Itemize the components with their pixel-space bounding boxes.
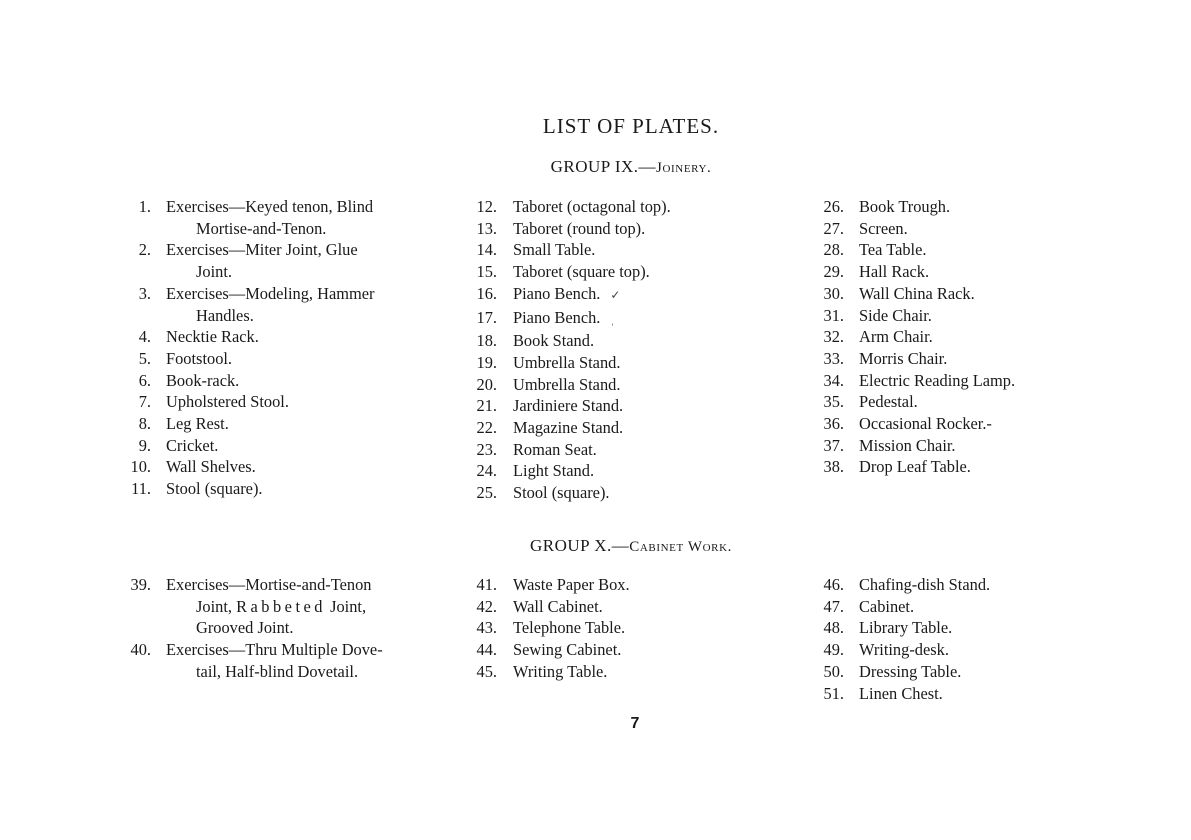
item-text-line: tail, Half-blind Dovetail. [196, 661, 359, 681]
item-text-line: Joint. [196, 262, 232, 282]
item-text: Hall Rack. [859, 262, 930, 282]
list-item [806, 391, 1086, 413]
item-text: Cricket. [166, 435, 219, 455]
item-text-fragment: Rabbeted [236, 596, 326, 616]
item-number: 16. [476, 283, 497, 303]
group-heading-subtitle: Cabinet Work. [629, 539, 733, 555]
item-text [166, 239, 438, 282]
item-text [166, 639, 438, 682]
item-number: 34. [823, 370, 844, 390]
list-item [459, 330, 749, 352]
list-item [806, 574, 1086, 596]
pencil-tick-icon: ˌ [610, 311, 615, 326]
item-text: Jardiniere Stand. [513, 396, 624, 416]
item-number: 49. [823, 640, 844, 660]
item-number: 13. [476, 218, 497, 238]
item-number: 32. [823, 327, 844, 347]
item-text: Occasional Rocker.- [859, 414, 992, 434]
list-item [459, 374, 749, 396]
list-item [806, 196, 1086, 218]
list-item [806, 661, 1086, 683]
list-item [459, 239, 749, 261]
item-text: Necktie Rack. [166, 327, 259, 347]
item-text: Taboret (octagonal top). [513, 197, 671, 216]
item-number: 44. [476, 640, 497, 660]
item-number: 22. [476, 418, 497, 438]
list-item [806, 456, 1086, 478]
item-text: Tea Table. [859, 240, 927, 260]
item-number: 36. [823, 414, 844, 434]
item-text-fragment: Joint, [325, 596, 367, 616]
item-text-line: Grooved Joint. [196, 618, 294, 638]
item-number: 3. [138, 283, 151, 303]
joinery-column-1 [117, 196, 438, 500]
item-number: 6. [138, 370, 151, 390]
item-text: Book-rack. [166, 370, 240, 390]
list-item [117, 239, 438, 282]
item-number: 27. [823, 218, 844, 238]
item-text: Arm Chair. [859, 327, 933, 347]
item-number: 41. [476, 575, 497, 594]
item-number: 15. [476, 262, 497, 282]
item-number: 39. [130, 575, 151, 594]
item-number: 14. [476, 240, 497, 260]
group-heading-label: GROUP X.— [529, 536, 630, 555]
item-text [513, 307, 749, 331]
item-number: 28. [823, 240, 844, 260]
list-item [459, 196, 749, 218]
item-text: Magazine Stand. [513, 418, 624, 438]
list-item [806, 348, 1086, 370]
item-text: Book Stand. [513, 331, 595, 351]
item-text: Morris Chair. [859, 348, 948, 368]
item-text: Screen. [859, 218, 908, 238]
list-item [459, 395, 749, 417]
item-number: 17. [476, 307, 497, 327]
list-item [117, 639, 438, 682]
list-item [806, 239, 1086, 261]
item-text: Roman Seat. [513, 439, 597, 459]
item-number: 42. [476, 596, 497, 616]
item-number: 23. [476, 439, 497, 459]
item-text: Drop Leaf Table. [859, 457, 971, 477]
item-text: Umbrella Stand. [513, 374, 621, 394]
item-number: 46. [823, 575, 844, 594]
item-number: 25. [476, 483, 497, 503]
item-number: 51. [823, 683, 844, 703]
item-text: Side Chair. [859, 305, 932, 325]
group-heading-label: GROUP IX.— [550, 157, 657, 176]
item-text: Upholstered Stool. [166, 392, 289, 412]
item-number: 9. [138, 435, 151, 455]
joinery-column-2 [459, 196, 749, 504]
cabinet-column-1 [117, 574, 438, 683]
list-item [806, 596, 1086, 618]
list-item [806, 617, 1086, 639]
item-number: 43. [476, 618, 497, 638]
list-item [806, 370, 1086, 392]
item-number: 4. [138, 327, 151, 347]
list-item [459, 439, 749, 461]
item-number: 24. [476, 461, 497, 481]
list-item [117, 435, 438, 457]
list-item [117, 283, 438, 326]
list-item [806, 283, 1086, 305]
item-number: 26. [823, 197, 844, 216]
item-number: 33. [823, 348, 844, 368]
list-item [459, 482, 749, 504]
item-number: 18. [476, 331, 497, 351]
list-item [459, 661, 749, 683]
list-item [806, 413, 1086, 435]
group-heading-subtitle: Joinery. [656, 160, 712, 176]
item-text: Writing-desk. [859, 640, 949, 660]
list-item [117, 478, 438, 500]
item-text-line [166, 596, 438, 618]
item-number: 10. [130, 457, 151, 477]
group-heading-cabinet-work [0, 536, 1191, 556]
list-item [117, 391, 438, 413]
joinery-column-3 [806, 196, 1086, 478]
item-text: Linen Chest. [859, 683, 943, 703]
list-item [459, 352, 749, 374]
item-text-line: Exercises—Thru Multiple Dove- [166, 640, 383, 660]
item-text: Sewing Cabinet. [513, 640, 622, 660]
item-number: 48. [823, 618, 844, 638]
item-number: 7. [138, 392, 151, 412]
list-item [806, 326, 1086, 348]
item-number: 11. [131, 479, 151, 499]
item-number: 20. [476, 374, 497, 394]
item-text-line: Mortise-and-Tenon. [196, 218, 327, 238]
list-item [806, 435, 1086, 457]
item-text: Cabinet. [859, 596, 915, 616]
item-text: Wall Shelves. [166, 457, 256, 477]
item-number: 31. [823, 305, 844, 325]
item-text-line: Exercises—Keyed tenon, Blind [166, 197, 374, 216]
item-number: 35. [823, 392, 844, 412]
item-number: 19. [476, 352, 497, 372]
list-item [117, 574, 438, 639]
item-text: Dressing Table. [859, 661, 962, 681]
item-number: 40. [130, 640, 151, 660]
list-item [117, 413, 438, 435]
item-text: Waste Paper Box. [513, 575, 630, 594]
list-item [117, 456, 438, 478]
list-item [459, 218, 749, 240]
item-text-label: Piano Bench. [513, 283, 601, 303]
cabinet-column-2 [459, 574, 749, 683]
item-number: 21. [476, 396, 497, 416]
list-item [459, 617, 749, 639]
cabinet-column-3 [806, 574, 1086, 704]
item-text-line: Exercises—Miter Joint, Glue [166, 240, 358, 260]
item-number: 1. [138, 197, 151, 216]
page-title: LIST OF PLATES. [542, 114, 720, 138]
item-text-line: Exercises—Mortise-and-Tenon [166, 575, 372, 594]
item-text: Leg Rest. [166, 414, 229, 434]
item-text-line: Handles. [196, 305, 254, 325]
item-text-label: Piano Bench. [513, 307, 601, 327]
list-item [459, 283, 749, 307]
item-number: 5. [138, 348, 151, 368]
item-text: Wall China Rack. [859, 283, 975, 303]
item-text: Electric Reading Lamp. [859, 370, 1016, 390]
list-item [117, 196, 438, 239]
list-item [459, 261, 749, 283]
item-text: Telephone Table. [513, 618, 626, 638]
item-number: 38. [823, 457, 844, 477]
item-number: 45. [476, 661, 497, 681]
item-text: Taboret (round top). [513, 218, 646, 238]
check-mark-icon: ✓ [610, 287, 621, 302]
item-text [513, 283, 749, 307]
item-number: 8. [138, 414, 151, 434]
item-text: Taboret (square top). [513, 262, 650, 282]
item-text [166, 283, 438, 326]
list-item [459, 639, 749, 661]
list-item [459, 307, 749, 331]
list-item [459, 574, 749, 596]
item-text: Light Stand. [513, 461, 595, 481]
list-item [117, 348, 438, 370]
item-text: Umbrella Stand. [513, 352, 621, 372]
item-text [166, 574, 438, 639]
item-text: Mission Chair. [859, 435, 956, 455]
item-text-fragment: Joint, [196, 596, 237, 616]
group-heading-joinery [0, 157, 1191, 177]
list-item [117, 370, 438, 392]
item-text: Book Trough. [859, 197, 951, 216]
list-item [459, 460, 749, 482]
item-text: Chafing-dish Stand. [859, 575, 991, 594]
item-number: 37. [823, 435, 844, 455]
page-number: 7 [630, 715, 640, 732]
item-number: 50. [823, 661, 844, 681]
list-item [806, 305, 1086, 327]
item-number: 12. [476, 197, 497, 216]
list-item [459, 596, 749, 618]
list-item [806, 261, 1086, 283]
item-text-line: Exercises—Modeling, Hammer [166, 283, 375, 303]
list-item [806, 639, 1086, 661]
item-text: Stool (square). [513, 483, 610, 503]
item-number: 47. [823, 596, 844, 616]
item-text: Footstool. [166, 348, 233, 368]
list-item [806, 218, 1086, 240]
item-text: Pedestal. [859, 392, 918, 412]
list-item [806, 683, 1086, 705]
item-text: Stool (square). [166, 479, 263, 499]
item-text: Wall Cabinet. [513, 596, 603, 616]
list-item [117, 326, 438, 348]
item-text: Small Table. [513, 240, 596, 260]
item-text: Writing Table. [513, 661, 608, 681]
item-text: Library Table. [859, 618, 953, 638]
item-number: 30. [823, 283, 844, 303]
item-text [166, 196, 438, 239]
item-number: 29. [823, 262, 844, 282]
list-item [459, 417, 749, 439]
item-number: 2. [138, 240, 151, 260]
